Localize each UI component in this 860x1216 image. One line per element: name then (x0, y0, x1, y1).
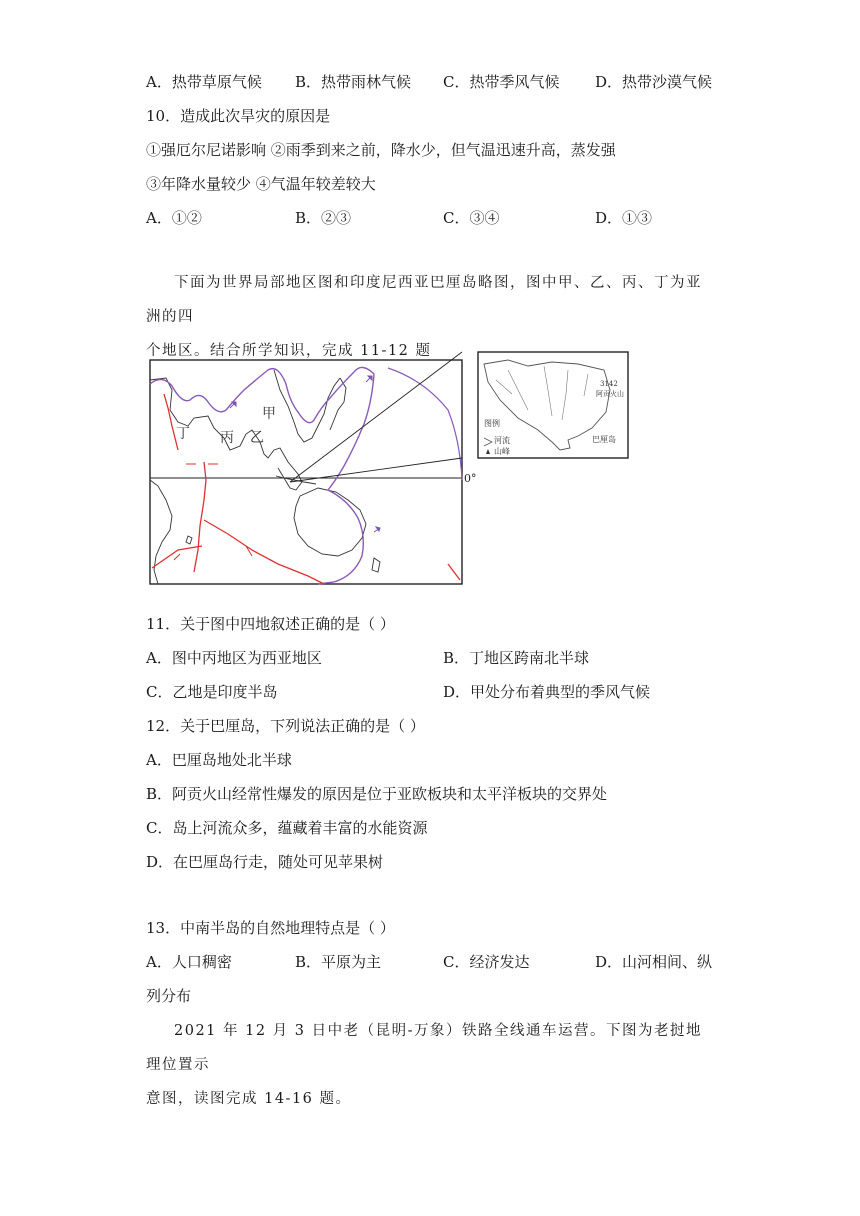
label-yi: 乙 (250, 430, 264, 446)
q12-stem: 12．关于巴厘岛，下列说法正确的是（ ） (146, 717, 425, 735)
q10-statement-line2: ③年降水量较少 ④气温年较差较大 (146, 175, 376, 193)
q13-option-d: D．山河相间、纵 (595, 953, 713, 971)
intro-14-16-line2: 意图，读图完成 14-16 题。 (146, 1091, 352, 1107)
q12-option-d: D．在巴厘岛行走，随处可见苹果树 (146, 853, 384, 871)
legend-peak-label: 山峰 (494, 447, 510, 456)
q13-option-b: B．平原为主 (295, 953, 382, 971)
island-name-label: 巴厘岛 (592, 435, 616, 444)
q11-stem: 11．关于图中四地叙述正确的是（ ） (146, 615, 395, 633)
peak-name-label: 阿贡火山 (596, 390, 624, 398)
world-map-figure (148, 350, 632, 586)
q9-option-c: C．热带季风气候 (443, 73, 560, 91)
q10-option-a: A．①② (146, 209, 202, 227)
label-bing: 丙 (220, 430, 234, 446)
intro-14-16 (146, 1014, 716, 1116)
equator-label: 0° (464, 472, 477, 485)
label-ding: 丁 (176, 426, 190, 442)
q12-option-b: B．阿贡火山经常性爆发的原因是位于亚欧板块和太平洋板块的交界处 (146, 785, 608, 803)
q10-stem: 10．造成此次旱灾的原因是 (146, 107, 331, 125)
q10-option-b: B．②③ (295, 209, 352, 227)
q9-option-b: B．热带雨林气候 (295, 73, 412, 91)
intro-11-12-line2: 个地区。结合所学知识，完成 11-12 题 (146, 343, 432, 359)
q13-option-d-continuation: 列分布 (146, 987, 192, 1005)
q13-option-c: C．经济发达 (443, 953, 530, 971)
q10-option-d: D．①③ (595, 209, 653, 227)
q11-option-a: A．图中丙地区为西亚地区 (146, 649, 322, 667)
intro-11-12-line1: 下面为世界局部地区图和印度尼西亚巴厘岛略图，图中甲、乙、丙、丁为亚洲的四 (146, 275, 702, 325)
q11-option-d: D．甲处分布着典型的季风气候 (443, 683, 651, 701)
q12-option-a: A．巴厘岛地处北半球 (146, 751, 292, 769)
q10-option-c: C．③④ (443, 209, 500, 227)
q11-option-c: C．乙地是印度半岛 (146, 683, 278, 701)
q9-option-a: A．热带草原气候 (146, 73, 262, 91)
q10-statement-line1: ①强厄尔尼诺影响 ②雨季到来之前，降水少，但气温迅速升高，蒸发强 (146, 141, 616, 159)
label-jia: 甲 (262, 406, 276, 422)
q11-option-b: B．丁地区跨南北半球 (443, 649, 590, 667)
q9-option-d: D．热带沙漠气候 (595, 73, 713, 91)
legend-river-label: 河流 (494, 436, 510, 445)
peak-height-label: 3142 (600, 380, 618, 388)
main-map-frame (150, 360, 462, 584)
q13-option-a: A．人口稠密 (146, 953, 232, 971)
q12-option-c: C．岛上河流众多，蕴藏着丰富的水能资源 (146, 819, 428, 837)
legend-title: 图例 (484, 419, 500, 428)
q13-stem: 13．中南半岛的自然地理特点是（ ） (146, 919, 395, 937)
intro-14-16-line1: 2021 年 12 月 3 日中老（昆明-万象）铁路全线通车运营。下图为老挝地理位置示 (146, 1023, 703, 1073)
